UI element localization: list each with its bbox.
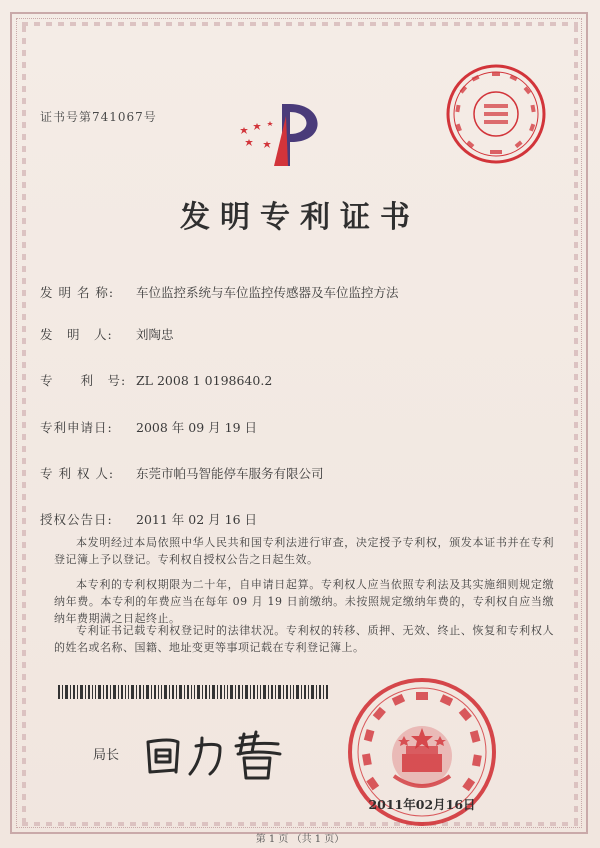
patent-office-logo-icon <box>238 96 334 170</box>
field-value: 2008 年 09 月 19 日 <box>136 420 257 435</box>
field-label: 发 明 名 称: <box>40 285 115 300</box>
field-label: 发 明 人: <box>40 327 113 342</box>
paragraph-legal-status: 专利证书记载专利权登记时的法律状况。专利权的转移、质押、无效、终止、恢复和专利权人的姓名或名称、国籍、地址变更等事项记载在专利登记簿上。 <box>54 624 554 654</box>
field-grant-date <box>40 510 257 528</box>
field-value: 2011 年 02 月 16 日 <box>136 512 257 527</box>
border-ornament-right <box>574 26 578 822</box>
field-value: ZL 2008 1 0198640.2 <box>136 373 273 388</box>
border-ornament-left <box>22 26 26 822</box>
field-label: 专利申请日: <box>40 420 113 435</box>
field-value: 东莞市帕马智能停车服务有限公司 <box>136 466 324 481</box>
field-label: 专 利 号: <box>40 373 127 388</box>
seal-date: 2011年02月16日 <box>368 797 476 812</box>
certificate-title: 发明专利证书 <box>180 200 420 235</box>
paragraph-grant-statement: 本发明经过本局依照中华人民共和国专利法进行审查，决定授予专利权，颁发本证书并在专利登记簿上予以登记。专利权自授权公告之日起生效。 <box>54 536 554 566</box>
field-invention-name <box>40 283 399 301</box>
field-patent-number <box>40 371 272 389</box>
authorization-seal-icon <box>444 62 548 166</box>
field-value: 车位监控系统与车位监控传感器及车位监控方法 <box>136 285 399 300</box>
field-label: 授权公告日: <box>40 512 113 527</box>
director-signature-icon <box>140 728 300 782</box>
field-application-date <box>40 418 257 436</box>
page-number: 第 1 页 （共 1 页） <box>255 834 345 845</box>
certificate-number: 证书号第741067号 <box>40 110 157 124</box>
director-label: 局长 <box>93 748 120 763</box>
field-inventor <box>40 325 174 343</box>
field-label: 专 利 权 人: <box>40 466 115 481</box>
barcode-icon <box>58 685 328 699</box>
border-ornament-top <box>22 22 578 26</box>
field-value: 刘陶忠 <box>136 327 174 342</box>
field-patentee <box>40 464 324 482</box>
paragraph-term-statement: 本专利的专利权期限为二十年，自申请日起算。专利权人应当依照专利法及其实施细则规定缴纳年费。本专利的年费应当在每年 09 月 19 日前缴纳。未按照规定缴纳年费的，专利权自应当缴纳年费期满之日起终止。 <box>54 578 554 625</box>
